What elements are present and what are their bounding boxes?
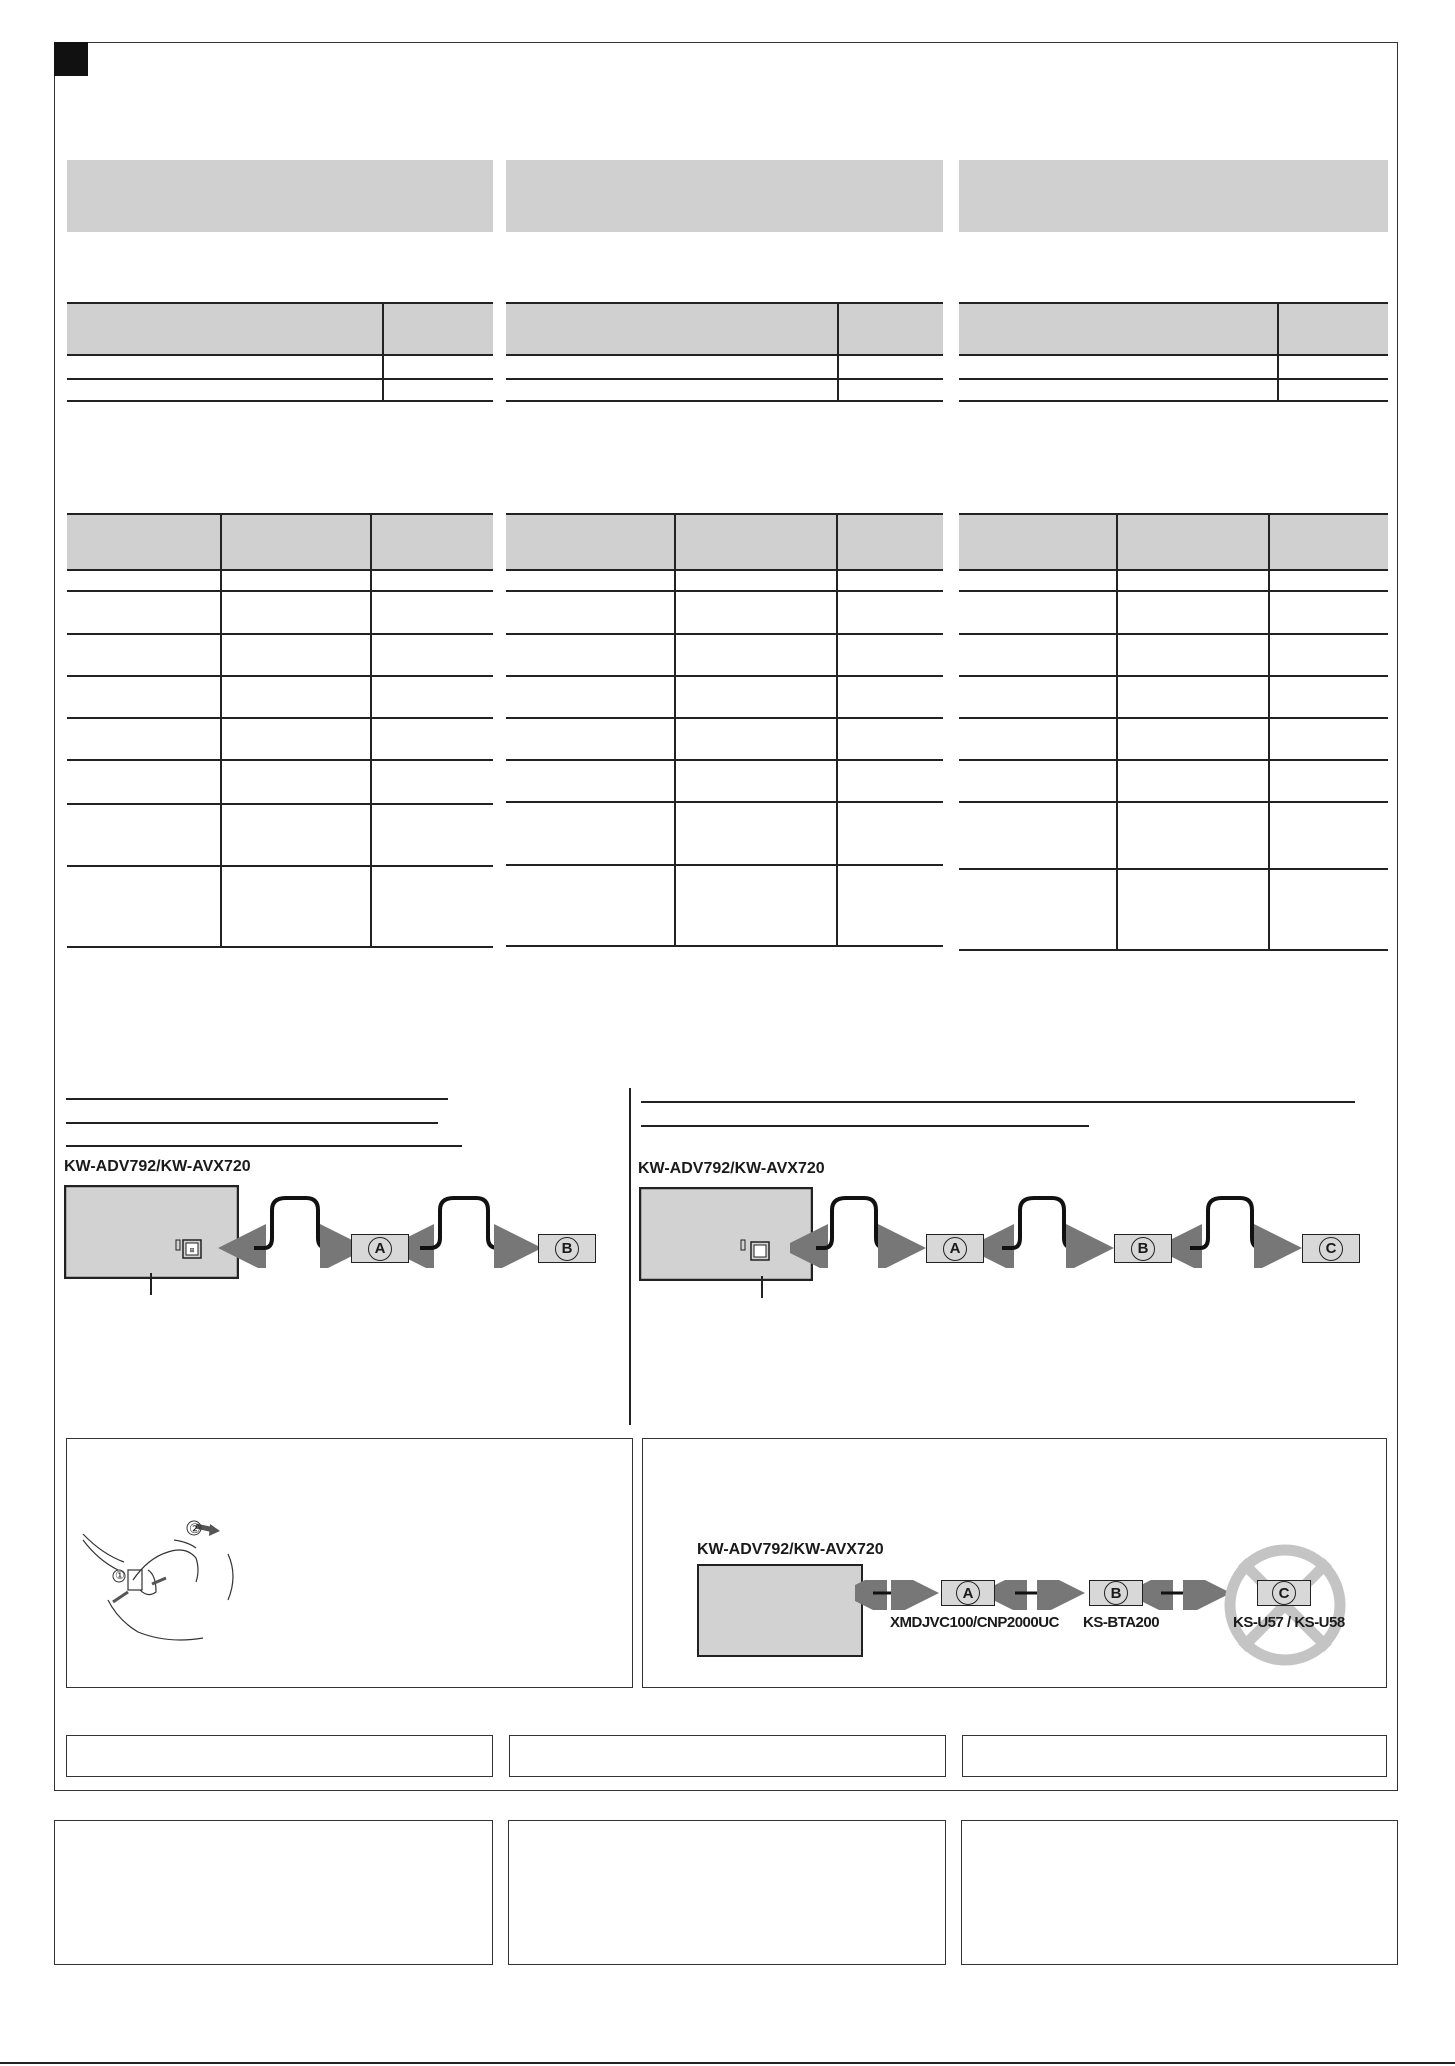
svg-text:⊞: ⊞ (189, 1248, 195, 1254)
lower-box-3 (961, 1820, 1398, 1965)
right-model-label: KW-ADV792/KW-AVX720 (638, 1160, 825, 1177)
large-table-3 (959, 513, 1388, 951)
footer-box-3 (962, 1735, 1387, 1777)
prohibited-head-unit (697, 1564, 863, 1657)
large-table-1 (67, 513, 493, 948)
small-table-1 (67, 302, 493, 402)
step-1-marker: ① (115, 1570, 125, 1582)
device-b-letter: B (1131, 1237, 1155, 1261)
footer-box-1 (66, 1735, 493, 1777)
diagram-divider (629, 1088, 631, 1425)
prohibited-model-label: KW-ADV792/KW-AVX720 (697, 1541, 884, 1558)
large-table-2 (506, 513, 943, 948)
right-device-c (1302, 1234, 1360, 1263)
device-c-letter: C (1319, 1237, 1343, 1261)
hand-illustration (78, 1520, 248, 1650)
left-device-b (538, 1234, 596, 1263)
step-2-marker: ② (189, 1521, 201, 1536)
right-device-a (926, 1234, 984, 1263)
device-c-letter: C (1272, 1581, 1296, 1605)
right-heading-rule (641, 1125, 1089, 1127)
column-1-heading-band (67, 160, 493, 232)
left-head-unit (64, 1185, 239, 1279)
lower-box-1 (54, 1820, 493, 1965)
right-device-b (1114, 1234, 1172, 1263)
device-a-label: XMDJVC100/CNP2000UC (890, 1614, 1059, 1631)
device-b-letter: B (555, 1237, 579, 1261)
left-heading-rule (66, 1145, 462, 1147)
right-heading-rule (641, 1101, 1355, 1103)
footer-box-2 (509, 1735, 946, 1777)
right-cable-diagram (790, 1188, 1370, 1268)
device-b-label: KS-BTA200 (1083, 1614, 1160, 1631)
device-c-label: KS-U57 / KS-U58 (1233, 1614, 1345, 1631)
device-a-letter: A (368, 1237, 392, 1261)
left-heading-rule (66, 1098, 448, 1100)
lower-box-2 (508, 1820, 946, 1965)
right-port-leader (761, 1276, 763, 1298)
device-a-letter: A (956, 1581, 980, 1605)
small-table-3 (959, 302, 1388, 402)
left-device-a (351, 1234, 409, 1263)
prohibited-device-a (941, 1580, 995, 1606)
column-2-heading-band (506, 160, 943, 232)
column-3-heading-band (959, 160, 1388, 232)
prohibited-device-c (1257, 1580, 1311, 1606)
page-bottom-rule (0, 2062, 1455, 2064)
device-a-letter: A (943, 1237, 967, 1261)
section-corner-mark (54, 42, 88, 76)
left-port-leader (150, 1273, 152, 1295)
device-b-letter: B (1104, 1581, 1128, 1605)
prohibited-device-b (1089, 1580, 1143, 1606)
left-heading-rule (66, 1122, 438, 1124)
left-model-label: KW-ADV792/KW-AVX720 (64, 1158, 251, 1175)
small-table-2 (506, 302, 943, 402)
right-head-unit (639, 1187, 813, 1281)
